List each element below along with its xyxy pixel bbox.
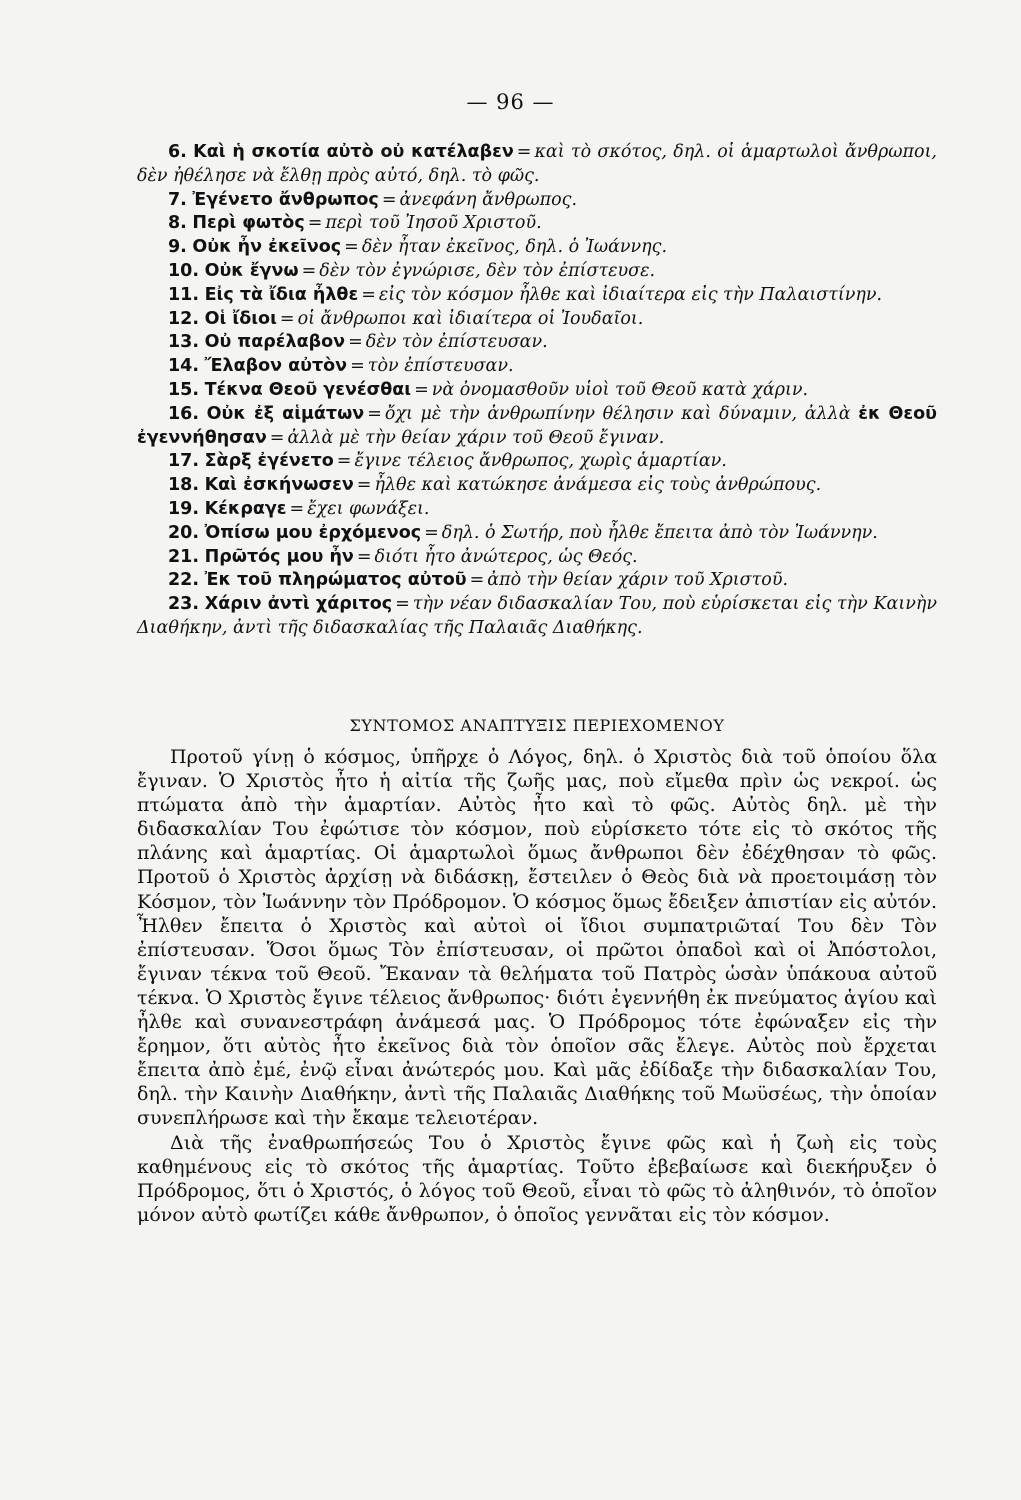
equals-sign: = [356, 546, 372, 567]
verse-gloss: ἀνεφάνη ἄνθρωπος. [399, 189, 578, 210]
verse-term: Ἔλαβον αὐτὸν [204, 356, 348, 377]
verse-gloss: ὄχι μὲ τὴν ἀνθρωπίνην θέλησιν καὶ δύναμιν, ἀλλὰ [384, 403, 851, 424]
equals-sign: = [269, 427, 285, 448]
verse-number: 20. [168, 522, 200, 543]
verse-item [137, 522, 937, 546]
equals-sign: = [367, 403, 382, 424]
verse-term: Καὶ ἐσκήνωσεν [204, 475, 354, 496]
equals-sign: = [414, 379, 429, 400]
verse-term: Οὐκ ἐξ αἱμάτων [206, 403, 365, 424]
verse-list [137, 141, 937, 641]
verse-term: Τέκνα Θεοῦ γενέσθαι [204, 379, 412, 400]
verse-gloss: νὰ ὀνομασθοῦν υἱοὶ τοῦ Θεοῦ κατὰ χάριν. [431, 379, 809, 400]
verse-term: Εἰς τὰ ἴδια ἦλθε [204, 284, 359, 305]
verse-number: 7. [168, 189, 187, 210]
equals-sign: = [356, 475, 372, 496]
verse-number: 8. [168, 213, 187, 234]
verse-term: Σὰρξ ἐγένετο [204, 451, 334, 472]
verse-term: Καὶ ἡ σκοτία αὐτὸ οὐ κατέλαβεν [193, 142, 514, 162]
equals-sign: = [307, 213, 323, 234]
verse-term: Περὶ φωτὸς [192, 213, 305, 234]
verse-term-secondary: ἐκ Θεοῦ ἐγεννήθησαν [137, 403, 937, 448]
verse-term: Οἱ ἴδιοι [204, 308, 277, 329]
verse-item [137, 284, 937, 308]
verse-number: 6. [168, 142, 187, 162]
summary-text [137, 745, 937, 1227]
verse-gloss: διότι ἦτο ἀνώτερος, ὡς Θεός. [374, 546, 638, 567]
verse-term: Πρῶτός μου ἦν [204, 546, 354, 567]
verse-gloss: ἔγινε τέλειος ἄνθρωπος, χωρὶς ἁμαρτίαν. [354, 451, 727, 472]
equals-sign: = [361, 284, 376, 305]
verse-item [137, 308, 937, 332]
verse-number: 14. [168, 356, 200, 377]
verse-number: 9. [168, 237, 187, 258]
verse-item [137, 450, 937, 474]
verse-term: Ἐγένετο ἄνθρωπος [192, 189, 379, 210]
verse-gloss: δὲν τὸν ἐγνώρισε, δὲν τὸν ἐπίστευσε. [319, 260, 656, 281]
verse-gloss: ἦλθε καὶ κατώκησε ἀνάμεσα εἰς τοὺς ἀνθρώπους. [374, 475, 822, 496]
verse-number: 15. [168, 379, 200, 400]
verse-gloss: ἔχει φωνάξει. [307, 498, 430, 519]
verse-number: 23. [168, 594, 200, 615]
equals-sign: = [350, 356, 365, 377]
verse-item [137, 236, 937, 260]
verse-item [137, 379, 937, 403]
equals-sign: = [301, 260, 317, 281]
verse-item [137, 355, 937, 379]
verse-item [137, 546, 937, 570]
verse-number: 21. [168, 546, 200, 567]
verse-item [137, 189, 937, 213]
verse-gloss: περὶ τοῦ Ἰησοῦ Χριστοῦ. [325, 213, 542, 234]
equals-sign: = [395, 594, 410, 615]
verse-gloss: τὸν ἐπίστευσαν. [367, 356, 514, 377]
summary-paragraph: Διὰ τῆς ἐναθρωπήσεώς Του ὁ Χριστὸς ἔγινε φῶς καὶ ἡ ζωὴ εἰς τοὺς καθημένους εἰς τὸ σκότος τῆς ἁμαρτίας. Τοῦτο ἐβεβαίωσε καὶ διεκήρυξεν ὁ Πρόδρομος, ὅτι ὁ Χριστός, ὁ λόγος τοῦ Θεοῦ, εἶναι τὸ φῶς τὸ ἀληθινόν, τὸ ὁποῖον μόνον αὐτὸ φωτίζει κάθε ἄνθρωπον, ὁ ὁποῖος γεννᾶται εἰς τὸν κόσμον. [137, 1131, 937, 1226]
equals-sign: = [336, 451, 352, 472]
verse-gloss: καὶ τὸ σκότος, δηλ. οἱ ἁμαρτωλοὶ ἄνθρωποι, δὲν ἠθέλησε νὰ ἔλθῃ πρὸς αὐτό, δηλ. τὸ φῶς. [137, 142, 937, 186]
verse-number: 16. [168, 403, 200, 424]
verse-number: 11. [168, 284, 200, 305]
verse-gloss: δὲν ἦταν ἐκεῖνος, δηλ. ὁ Ἰωάννης. [361, 237, 668, 258]
verse-term: Οὐκ ἔγνω [204, 260, 299, 281]
verse-number: 18. [168, 475, 200, 496]
verse-gloss: δὲν τὸν ἐπίστευσαν. [365, 332, 548, 353]
equals-sign: = [289, 498, 305, 519]
verse-term: Οὐ παρέλαβον [204, 332, 346, 353]
verse-number: 17. [168, 451, 200, 472]
verse-number: 19. [168, 498, 200, 519]
verse-item [137, 474, 937, 498]
verse-item [137, 260, 937, 284]
equals-sign: = [469, 570, 485, 591]
equals-sign: = [424, 522, 439, 543]
verse-term: Χάριν ἀντὶ χάριτος [204, 594, 393, 615]
verse-gloss: τὴν νέαν διδασκαλίαν Του, ποὺ εὑρίσκεται εἰς τὴν Καινὴν Διαθήκην, ἀντὶ τῆς διδασκαλίας τῆς Παλαιᾶς Διαθήκης. [137, 594, 937, 638]
verse-gloss: δηλ. ὁ Σωτήρ, ποὺ ἦλθε ἔπειτα ἀπὸ τὸν Ἰωάννην. [441, 522, 878, 543]
verse-item [137, 569, 937, 593]
verse-number: 13. [168, 332, 200, 353]
verse-number: 22. [168, 570, 200, 591]
verse-gloss: εἰς τὸν κόσμον ἦλθε καὶ ἰδιαίτερα εἰς τὴν Παλαιστίνην. [378, 284, 883, 305]
verse-item [137, 212, 937, 236]
verse-item [137, 331, 937, 355]
summary-paragraph: Προτοῦ γίνῃ ὁ κόσμος, ὑπῆρχε ὁ Λόγος, δηλ. ὁ Χριστὸς διὰ τοῦ ὁποίου ὅλα ἔγιναν. Ὁ Χριστὸς ἦτο ἡ αἰτία τῆς ζωῆς μας, ποὺ εἴμεθα πρὶν ὡς νεκροί. ὡς πτώματα ἀπὸ τὴν ἁμαρτίαν. Αὐτὸς ἦτο καὶ τὸ φῶς. Αὐτὸς δηλ. μὲ τὴν διδασκαλίαν Του ἐφώτισε τὸν κόσμον, ποὺ εὑρίσκετο τότε εἰς τὸ σκότος τῆς πλάνης καὶ ἁμαρτίας. Οἱ ἁμαρτωλοὶ ὅμως ἄνθρωποι δὲν ἐδέχθησαν τὸ φῶς. Προτοῦ ὁ Χριστὸς ἀρχίσῃ νὰ διδάσκῃ, ἔστειλεν ὁ Θεὸς διὰ νὰ προετοιμάσῃ τὸν Κόσμον, τὸν Ἰωάννην τὸν Πρόδρομον. Ὁ κόσμος ὅμως ἔδειξεν ἀπιστίαν εἰς αὐτόν. Ἦλθεν ἔπειτα ὁ Χριστὸς καὶ αὐτοὶ οἱ ἴδιοι συμπατριῶταί Του δὲν Τὸν ἐπίστευσαν. Ὅσοι ὅμως Τὸν ἐπίστευσαν, οἱ πρῶτοι ὀπαδοὶ καὶ οἱ Ἀπόστολοι, ἔγιναν τέκνα τοῦ Θεοῦ. Ἔκαναν τὰ θελήματα τοῦ Πατρὸς ὡσὰν ὑπάκουα αὐτοῦ τέκνα. Ὁ Χριστὸς ἔγινε τέλειος ἄνθρωπος· διότι ἐγεννήθη ἐκ πνεύματος ἁγίου καὶ ἦλθε καὶ συνανεστράφη ἀνάμεσά μας. Ὁ Πρόδρομος τότε ἐφώναξεν εἰς τὴν ἔρημον, ὅτι αὐτὸς ἦτο ἐκεῖνος διὰ τὸν ὁποῖον σᾶς ἔλεγε. Αὐτὸς ποὺ ἔρχεται ἔπειτα ἀπὸ ἐμέ, ἐνῷ εἶναι ἀνώτερός μου. Καὶ μᾶς ἐδίδαξε τὴν διδασκαλίαν Του, δηλ. τὴν Καινὴν Διαθήκην, ἀντὶ τῆς Παλαιᾶς Διαθήκης τοῦ Μωϋσέως, τὴν ὁποίαν συνεπλήρωσε καὶ τὴν ἔκαμε τελειοτέραν. [137, 746, 937, 1130]
verse-number: 10. [168, 260, 200, 281]
verse-term: Οὐκ ἦν ἐκεῖνος [192, 237, 342, 258]
equals-sign: = [348, 332, 363, 353]
verse-number: 12. [168, 308, 200, 329]
verse-term: Ἐκ τοῦ πληρώματος αὐτοῦ [204, 570, 467, 591]
verse-term: Κέκραγε [204, 498, 287, 519]
equals-sign: = [381, 189, 397, 210]
verse-gloss: ἀπὸ τὴν θείαν χάριν τοῦ Χριστοῦ. [487, 570, 789, 591]
equals-sign: = [279, 308, 295, 329]
verse-item [137, 498, 937, 522]
equals-sign: = [344, 237, 359, 258]
verse-item [137, 403, 937, 451]
verse-gloss-secondary: ἀλλὰ μὲ τὴν θείαν χάριν τοῦ Θεοῦ ἔγιναν. [287, 427, 665, 448]
page-number: — 96 — [466, 90, 555, 114]
verse-item [137, 141, 937, 189]
section-title: ΣΥΝΤΟΜΟΣ ΑΝΑΠΤΥΞΙΣ ΠΕΡΙΕΧΟΜΕΝΟΥ [349, 716, 725, 735]
verse-item [137, 593, 937, 641]
verse-term: Ὀπίσω μου ἐρχόμενος [204, 522, 422, 543]
equals-sign: = [516, 142, 532, 162]
verse-gloss: οἱ ἄνθρωποι καὶ ἰδιαίτερα οἱ Ἰουδαῖοι. [297, 308, 644, 329]
